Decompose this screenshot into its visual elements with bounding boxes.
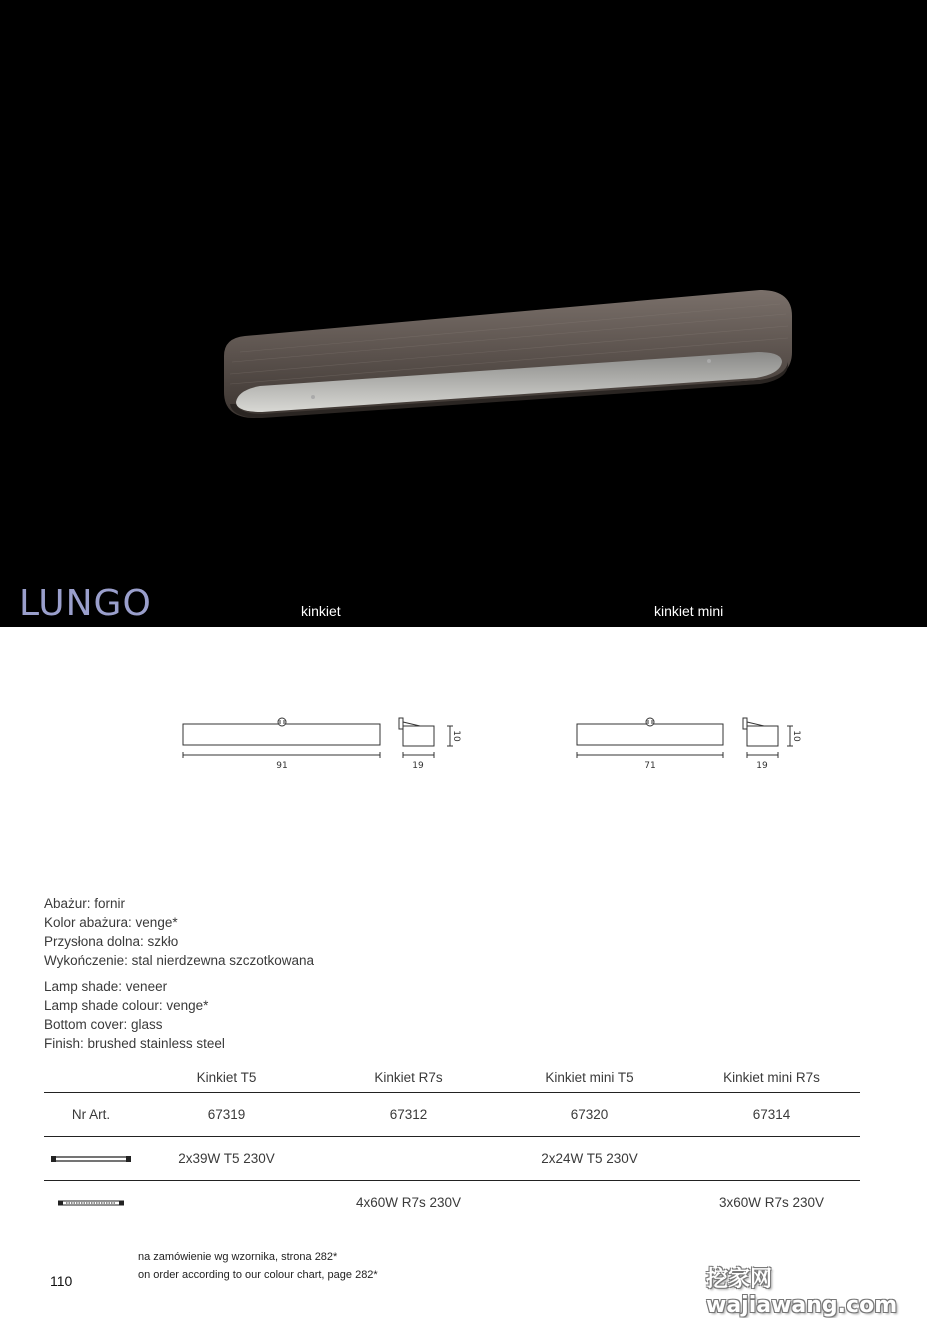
hero-photo	[0, 0, 927, 627]
footnote-polish: na zamówienie wg wzornika, strona 282*	[138, 1251, 338, 1263]
column-header: Kinkiet mini T5	[545, 1070, 634, 1085]
footnote	[138, 1248, 378, 1284]
kinkiet-mini-front-view	[577, 724, 723, 745]
article-number: 67320	[570, 1107, 609, 1122]
spec-line: Kolor abażura: venge*	[44, 915, 178, 930]
page-number: 110	[50, 1273, 73, 1289]
lamp-spec: 2x39W T5 230V	[178, 1151, 275, 1166]
lamp-spec: 3x60W R7s 230V	[718, 1195, 825, 1210]
spec-group-polish	[44, 894, 314, 970]
lamp-spec	[699, 1137, 844, 1180]
product-name: LUNGO	[19, 583, 152, 624]
kinkiet-mini-length: 71	[644, 761, 656, 771]
spec-line: Abażur: fornir	[44, 896, 126, 911]
kinkiet-mini-height: 10	[791, 730, 801, 742]
column-header: Kinkiet R7s	[374, 1070, 443, 1085]
spec-line: Finish: brushed stainless steel	[44, 1036, 225, 1051]
lamp-spec	[336, 1137, 481, 1180]
spec-group-english	[44, 977, 314, 1053]
lamp-spec: 2x24W T5 230V	[541, 1151, 638, 1166]
product-table	[44, 1070, 860, 1224]
table-row-nr-art	[44, 1093, 860, 1137]
variant-label-kinkiet-mini: kinkiet mini	[654, 603, 724, 619]
article-number: 67314	[752, 1107, 791, 1122]
column-header: Kinkiet mini R7s	[723, 1070, 820, 1085]
row-label: Nr Art.	[71, 1107, 111, 1122]
spec-line: Bottom cover: glass	[44, 1017, 163, 1032]
kinkiet-height: 10	[451, 730, 461, 742]
spec-line: Lamp shade: veneer	[44, 979, 168, 994]
spec-line: Przysłona dolna: szkło	[44, 934, 179, 949]
lamp-spec	[154, 1181, 299, 1224]
specifications	[44, 894, 314, 1060]
article-number: 67312	[389, 1107, 428, 1122]
kinkiet-length: 91	[276, 761, 288, 771]
table-header-row	[44, 1070, 860, 1093]
watermark: 挖家网 wajiawang.com	[706, 1267, 898, 1318]
footnote-english: on order according to our colour chart, page 282*	[138, 1269, 378, 1281]
spec-line: Lamp shade colour: venge*	[44, 998, 209, 1013]
r7s-bulb-icon	[44, 1181, 138, 1224]
kinkiet-front-view	[183, 724, 380, 745]
lamp-spec: 4x60W R7s 230V	[355, 1195, 462, 1210]
lamp-image	[0, 0, 927, 627]
column-header: Kinkiet T5	[196, 1070, 257, 1085]
lamp-spec	[517, 1181, 662, 1224]
kinkiet-depth: 19	[412, 761, 424, 771]
table-row-r7s	[44, 1181, 860, 1224]
variant-label-kinkiet: kinkiet	[301, 603, 341, 619]
article-number: 67319	[207, 1107, 246, 1122]
kinkiet-side-view	[403, 726, 434, 746]
dimension-drawings	[0, 700, 927, 780]
spec-line: Wykończenie: stal nierdzewna szczotkowana	[44, 953, 315, 968]
table-row-t5	[44, 1137, 860, 1181]
kinkiet-mini-side-view	[747, 726, 778, 746]
t5-tube-icon	[44, 1137, 138, 1180]
kinkiet-mini-depth: 19	[756, 761, 768, 771]
